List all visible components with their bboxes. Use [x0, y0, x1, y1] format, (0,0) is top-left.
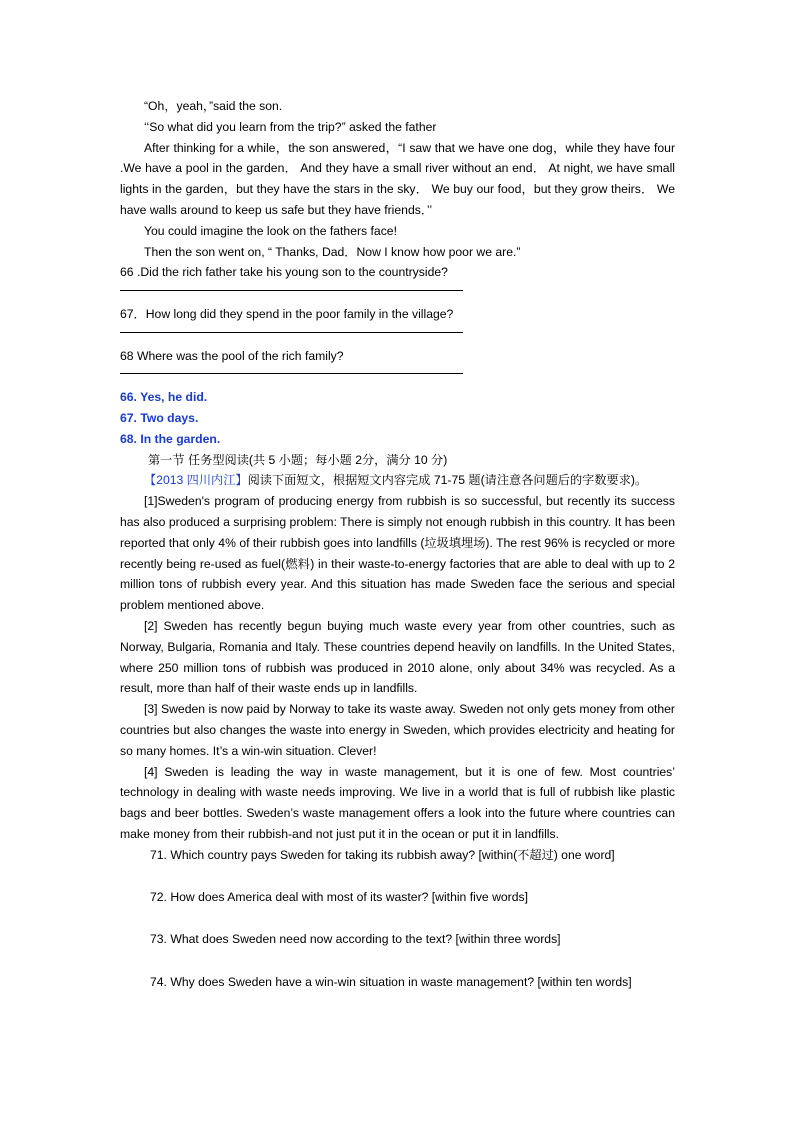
passage-paragraph-4: [4] Sweden is leading the way in waste management, but it is one of few. Most countries’ technology in dealing with waste needs improving. We live in a world that is full of rubbish like plastic bags and beer bottles. Sweden’s waste management offers a look into the future where countries can make money from their rubbish-and not just put it in the ocean or put it in landfills.: [120, 764, 675, 841]
source-tag: 【2013 四川内江】: [144, 473, 248, 488]
story-line-4: You could imagine the look on the fathers face!: [144, 223, 397, 238]
story-line-1: “Oh，yeah，”said the son.: [144, 99, 283, 113]
story-paragraph-answer: After thinking for a while，the son answered，“I saw that we have one dog，while they have four .We have a pool in the garden． And they have a small river without an end． At night, we have small lights in the garden，but they have the stars in the sky． We buy our food，but they grow theirs． We have walls around to keep us safe but they have friends．’’: [120, 140, 675, 217]
question-73: 73. What does Sweden need now according to the text? [within three words]: [150, 932, 561, 947]
document-page: [120, 96, 675, 993]
story-line-5: Then the son went on, “ Thanks, Dad．Now I know how poor we are.”: [144, 244, 521, 259]
instruction-text: 阅读下面短文，根据短文内容完成 71-75 题(请注意各问题后的字数要求)。: [247, 473, 648, 488]
question-68: 68 Where was the pool of the rich family?: [120, 348, 344, 363]
answer-space-73: [120, 950, 675, 972]
passage-paragraph-3: [3] Sweden is now paid by Norway to take its waste away. Sweden not only gets money from other countries but also changes the waste into energy in Sweden, which provides electricity and heating for so many homes. It’s a win-win situation. Clever!: [120, 702, 675, 758]
answer-space-71: [120, 865, 675, 887]
passage-paragraph-2: [2] Sweden has recently begun buying much waste every year from other countries, such as Norway, Bulgaria, Romania and Italy. These countries depend heavily on landfills. In the United States, where 250 million tons of rubbish was produced in 2010 alone, only about 34% was recycled. As a result, more than half of their waste ends up in landfills.: [120, 618, 675, 696]
answer-67: 67. Two days.: [120, 410, 199, 425]
answer-blank-67: [120, 325, 675, 346]
question-71: 71. Which country pays Sweden for taking its rubbish away? [within(不超过) one word]: [150, 847, 615, 862]
section-instruction: [120, 470, 675, 491]
question-67: 67．How long did they spend in the poor family in the village?: [120, 306, 454, 321]
passage-paragraph-1: [1]Sweden's program of producing energy from rubbish is so successful, but recently its success has also produced a surprising problem: There is simply not enough rubbish in this country. It has been reported that only 4% of their rubbish goes into landfills (垃圾填埋场). The rest 96% is recycled or more recently being re-used as fuel(燃料) in their waste-to-energy factories that are able to deal with up to 2 million tons of rubbish every year. And this situation has made Sweden face the serious and special problem mentioned above.: [120, 494, 675, 613]
story-line-2: ‘‘So what did you learn from the trip?” asked the father: [144, 119, 437, 134]
answer-blank-66: [120, 283, 675, 304]
question-66: 66 .Did the rich father take his young son to the countryside?: [120, 265, 448, 280]
section-heading: 第一节 任务型阅读(共 5 小题；每小题 2分，满分 10 分): [148, 452, 448, 467]
question-74: 74. Why does Sweden have a win-win situation in waste management? [within ten words]: [150, 974, 632, 989]
answer-68: 68. In the garden.: [120, 431, 221, 446]
answer-blank-68: [120, 366, 675, 387]
question-72: 72. How does America deal with most of its waster? [within five words]: [150, 890, 528, 905]
answer-space-72: [120, 908, 675, 930]
answer-66: 66. Yes, he did.: [120, 390, 208, 405]
